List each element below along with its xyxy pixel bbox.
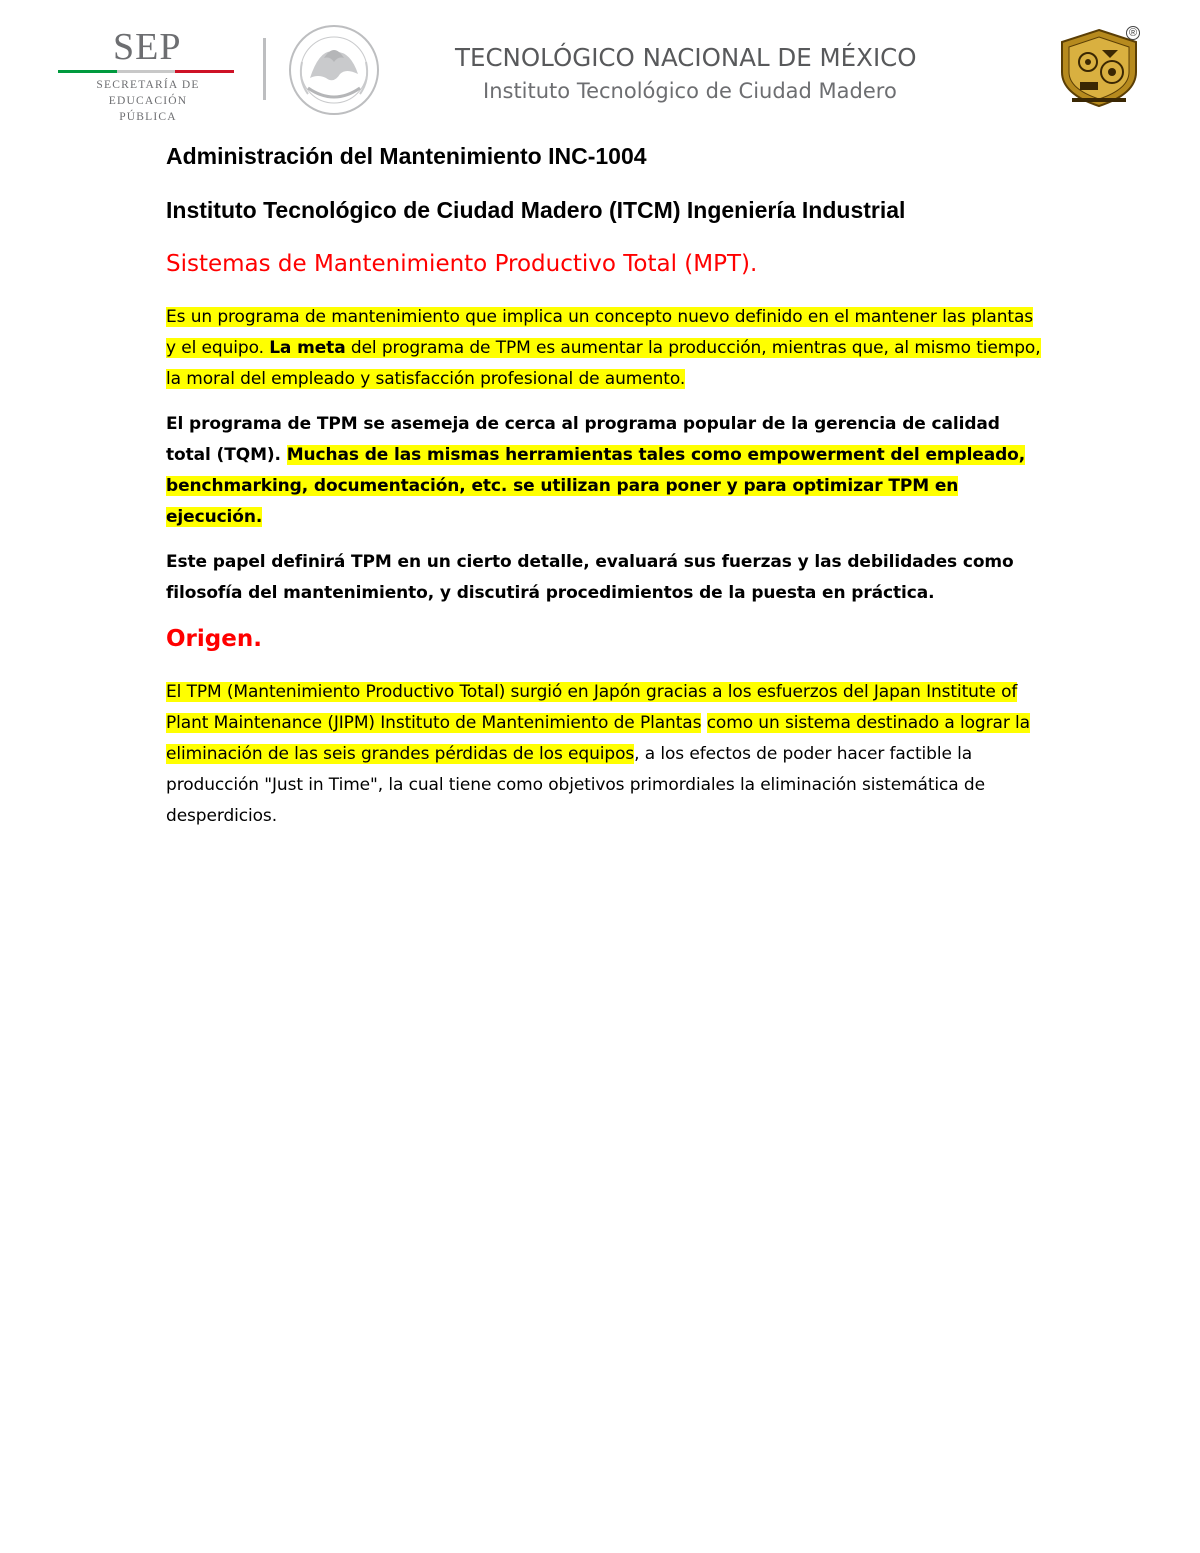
paragraph-tqm (166, 409, 1046, 533)
document-body (166, 140, 1046, 846)
highlighted-text: El TPM (Mantenimiento Productivo Total) surgió en Japón gracias a los esfuerzos del Japan Institute of Plant Maintenance (JIPM) Instituto de Mantenimiento de Plantas (166, 682, 1018, 733)
sep-logo-subtitle (78, 77, 218, 125)
sep-subtitle-line1: SECRETARÍA DE (96, 79, 200, 91)
sep-tricolor-bar (58, 70, 234, 73)
tecnm-title: TECNOLÓGICO NACIONAL DE MÉXICO (455, 43, 917, 72)
tecnm-subtitle: Instituto Tecnológico de Ciudad Madero (483, 79, 897, 103)
highlighted-bold-text: La meta (269, 338, 346, 358)
page-header (0, 0, 1200, 123)
highlighted-text: Es un programa de mantenimiento que implica un concepto nuevo definido en el mantener las plantas y el equipo. (166, 307, 1034, 358)
highlighted-text: Muchas de las mismas herramientas tales como empowerment del empleado, benchmarking, documentación, etc. se utilizan para poner y para optimizar TPM en ejecución. (166, 445, 1026, 527)
mexico-coat-of-arms-icon (280, 22, 388, 117)
document-title: Administración del Mantenimiento INC-1004 (166, 143, 647, 169)
section-heading-origen: Origen. (166, 626, 262, 652)
sep-logo (58, 26, 238, 123)
registered-mark: ® (1126, 26, 1140, 40)
document-subtitle: Instituto Tecnológico de Ciudad Madero (ITCM) Ingeniería Industrial (166, 197, 906, 223)
paragraph-definition (166, 302, 1046, 395)
itcm-shield-logo-icon (1058, 28, 1140, 108)
highlighted-text: del programa de TPM es aumentar la producción, mientras que, al mismo tiempo, la moral del empleado y satisfacción profesional de aumento. (166, 338, 1041, 389)
paragraph-scope: Este papel definirá TPM en un cierto detalle, evaluará sus fuerzas y las debilidades como filosofía del mantenimiento, y discutirá procedimientos de la puesta en práctica. (166, 552, 1014, 603)
plain-text: , a los efectos de poder hacer factible la producción "Just in Time", la cual tiene como objetivos primordiales la eliminación sistemática de desperdicios. (166, 744, 985, 826)
section-heading-mpt: Sistemas de Mantenimiento Productivo Total (MPT). (166, 251, 758, 277)
sep-logo-text: SEP (113, 26, 182, 68)
highlighted-text: como un sistema destinado a lograr la eliminación de las seis grandes pérdidas de los equipos (166, 713, 1030, 764)
plain-text: El programa de TPM se asemeja de cerca al programa popular de la gerencia de calidad total (TQM). (166, 414, 1000, 465)
sep-subtitle-line2: EDUCACIÓN PÚBLICA (108, 95, 188, 123)
header-divider (263, 38, 266, 100)
paragraph-origin (166, 677, 1046, 832)
plain-text (701, 713, 706, 733)
